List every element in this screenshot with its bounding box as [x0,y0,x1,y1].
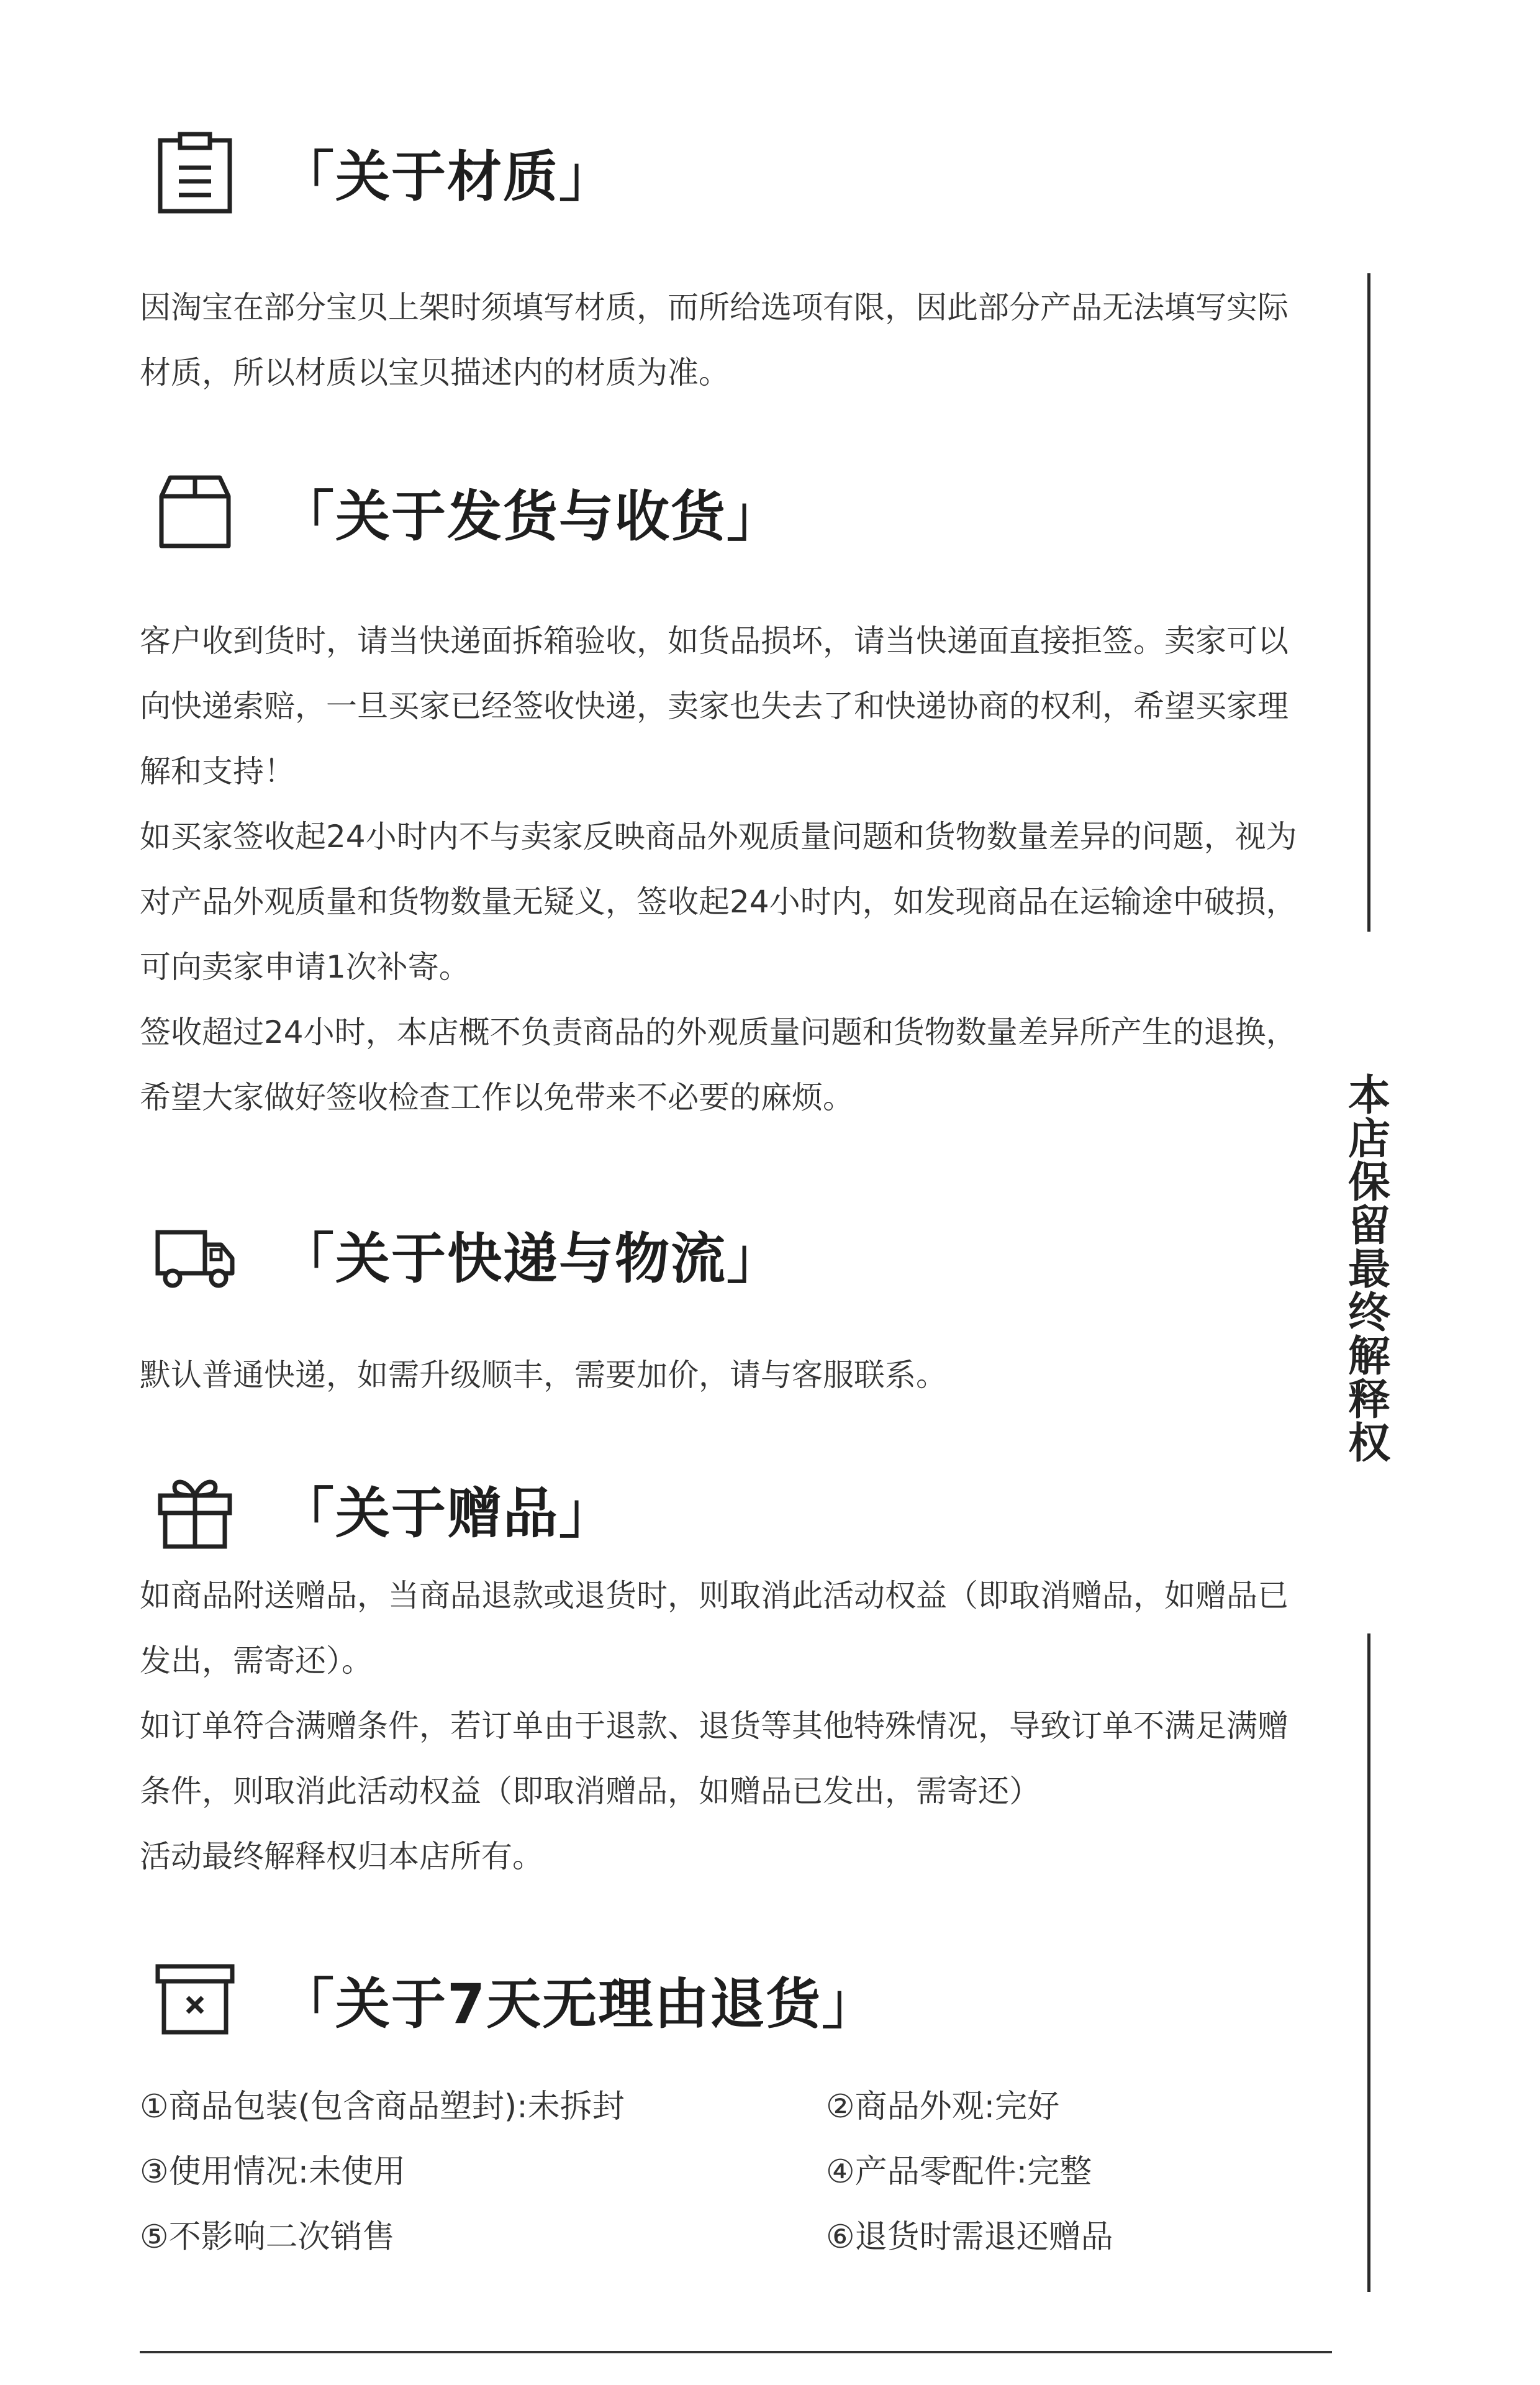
section-header-gift [154,1460,615,1559]
section-title: 「关于赠品」 [279,1481,615,1545]
section-body-logistics [140,1343,1307,1408]
paragraph: 默认普通快递，如需升级顺丰，需要加价，请与客服联系。 [140,1357,947,1393]
list-item: ①商品包装(包含商品塑封):未拆封 [140,2088,625,2125]
side-divider-bottom [1367,1633,1370,2292]
section-header-shipping [154,463,782,562]
section-title: 「关于快递与物流」 [279,1227,783,1291]
paragraph: 如订单符合满赠条件，若订单由于退款、退货等其他特殊情况，导致订单不满足满赠条件，则取消此活动权益（即取消赠品，如赠品已发出，需寄还） [140,1708,1289,1809]
side-note-char: 本 [1348,1071,1390,1120]
section-header-material [154,123,615,222]
side-note-char: 释 [1348,1376,1390,1425]
section-title: 「关于发货与收货」 [279,484,783,548]
paragraph: 如商品附送赠品，当商品退款或退货时，则取消此活动权益（即取消赠品，如赠品已发出，需寄还）。 [140,1578,1289,1679]
paragraph: 活动最终解释权归本店所有。 [140,1838,543,1874]
paragraph: 客户收到货时，请当快递面拆箱验收，如货品损坏，请当快递面直接拒签。卖家可以向快递索赔，一旦买家已经签收快递，卖家也失去了和快递协商的权利，希望买家理解和支持！ [140,623,1289,789]
side-note-char: 店 [1348,1115,1390,1164]
truck-icon [154,1214,236,1296]
list-item: ⑥退货时需退还赠品 [826,2219,1113,2256]
section-body-shipping [140,609,1307,1130]
list-item: ⑤不影响二次销售 [140,2219,395,2256]
box-icon [154,471,236,553]
list-item: ③使用情况:未使用 [140,2153,406,2191]
return-box-icon [154,1959,236,2041]
paragraph: 如买家签收起24小时内不与卖家反映商品外观质量问题和货物数量差异的问题，视为对产品外观质量和货物数量无疑义，签收起24小时内，如发现商品在运输途中破损，可向卖家申请1次补寄。 [140,819,1297,985]
gift-icon [154,1468,236,1550]
side-note-char: 终 [1348,1289,1390,1338]
side-note-char: 留 [1348,1202,1390,1251]
side-note-char: 最 [1348,1245,1390,1294]
section-title: 「关于材质」 [279,145,615,209]
list-item: ④产品零配件:完整 [826,2153,1092,2191]
paragraph: 因淘宝在部分宝贝上架时须填写材质，而所给选项有限，因此部分产品无法填写实际材质，所以材质以宝贝描述内的材质为准。 [140,289,1289,391]
side-note-char: 权 [1348,1419,1390,1468]
list-item: ②商品外观:完好 [826,2088,1060,2125]
section-body-material [140,275,1307,406]
side-note-char: 保 [1348,1158,1390,1207]
side-note [1341,1071,1397,1468]
section-header-logistics [154,1205,782,1304]
section-title: 「关于7天无理由退货」 [279,1972,878,2036]
bottom-divider [140,2351,1332,2353]
section-header-return [154,1950,877,2050]
section-body-gift [140,1563,1307,1889]
side-divider-top [1367,273,1370,932]
paragraph: 签收超过24小时，本店概不负责商品的外观质量问题和货物数量差异所产生的退换，希望大家做好签收检查工作以免带来不必要的麻烦。 [140,1014,1297,1115]
side-note-char: 解 [1348,1332,1390,1381]
return-conditions-list [140,2074,1307,2270]
clipboard-icon [154,132,236,214]
